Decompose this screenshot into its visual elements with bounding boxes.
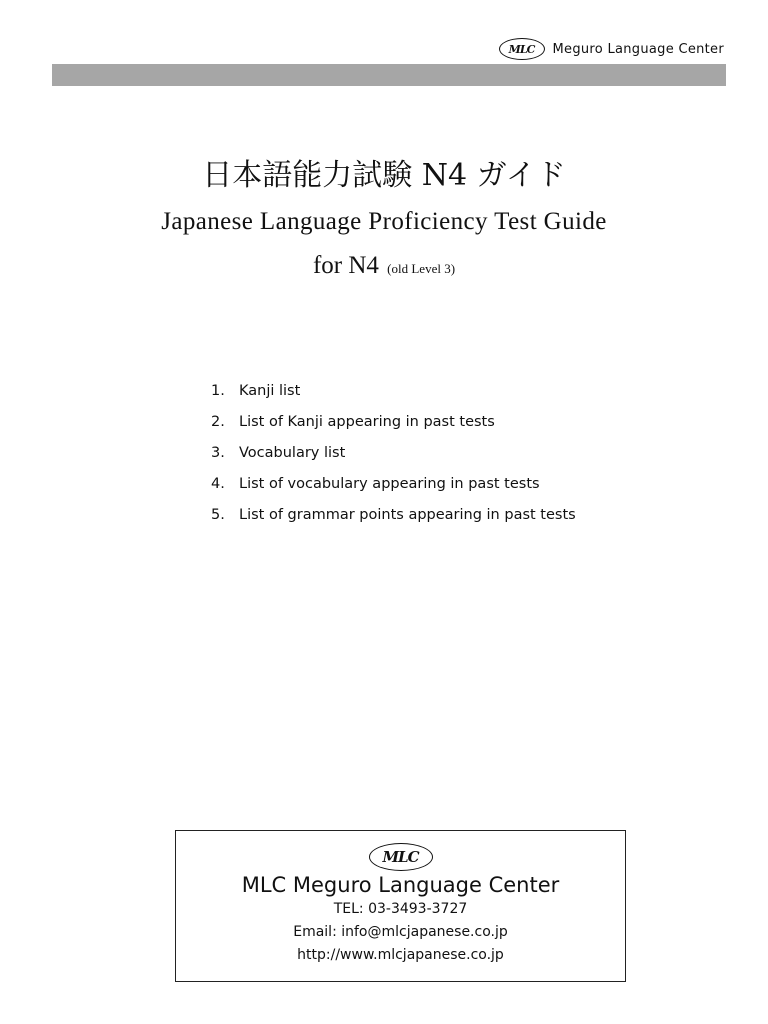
list-item-label: List of vocabulary appearing in past tests: [239, 476, 540, 492]
contact-org-name: MLC Meguro Language Center: [241, 873, 560, 897]
list-item: [211, 378, 576, 409]
contact-tel: TEL: 03-3493-3727: [333, 901, 468, 917]
list-item-number: 4.: [211, 476, 225, 492]
mlc-logo: MLC: [369, 843, 433, 871]
list-item-number: 3.: [211, 445, 225, 461]
list-item-label: List of grammar points appearing in past tests: [239, 507, 576, 523]
title-level: for N4: [312, 252, 379, 279]
title-english-level: [0, 252, 768, 280]
title-english: Japanese Language Proficiency Test Guide: [161, 208, 607, 235]
title-japanese: 日本語能力試験 N4 ガイド: [202, 158, 566, 193]
list-item: [211, 440, 576, 471]
contact-email: Email: info@mlcjapanese.co.jp: [293, 924, 508, 940]
page-header: [499, 38, 725, 60]
mlc-logo: MLC: [499, 38, 545, 60]
list-item-label: List of Kanji appearing in past tests: [239, 414, 495, 430]
contact-logo-wrap: [176, 843, 625, 871]
list-item-label: Kanji list: [239, 383, 301, 399]
list-item: [211, 471, 576, 502]
list-item-label: Vocabulary list: [239, 445, 346, 461]
list-item-number: 2.: [211, 414, 225, 430]
header-org-name: Meguro Language Center: [552, 41, 724, 57]
contact-box: [175, 830, 626, 982]
list-item: [211, 409, 576, 440]
contents-list: [211, 378, 576, 533]
list-item-number: 1.: [211, 383, 225, 399]
contact-website: http://www.mlcjapanese.co.jp: [297, 947, 504, 963]
header-bar: [52, 64, 726, 86]
list-item-number: 5.: [211, 507, 225, 523]
list-item: [211, 502, 576, 533]
title-level-note: (old Level 3): [387, 261, 456, 276]
